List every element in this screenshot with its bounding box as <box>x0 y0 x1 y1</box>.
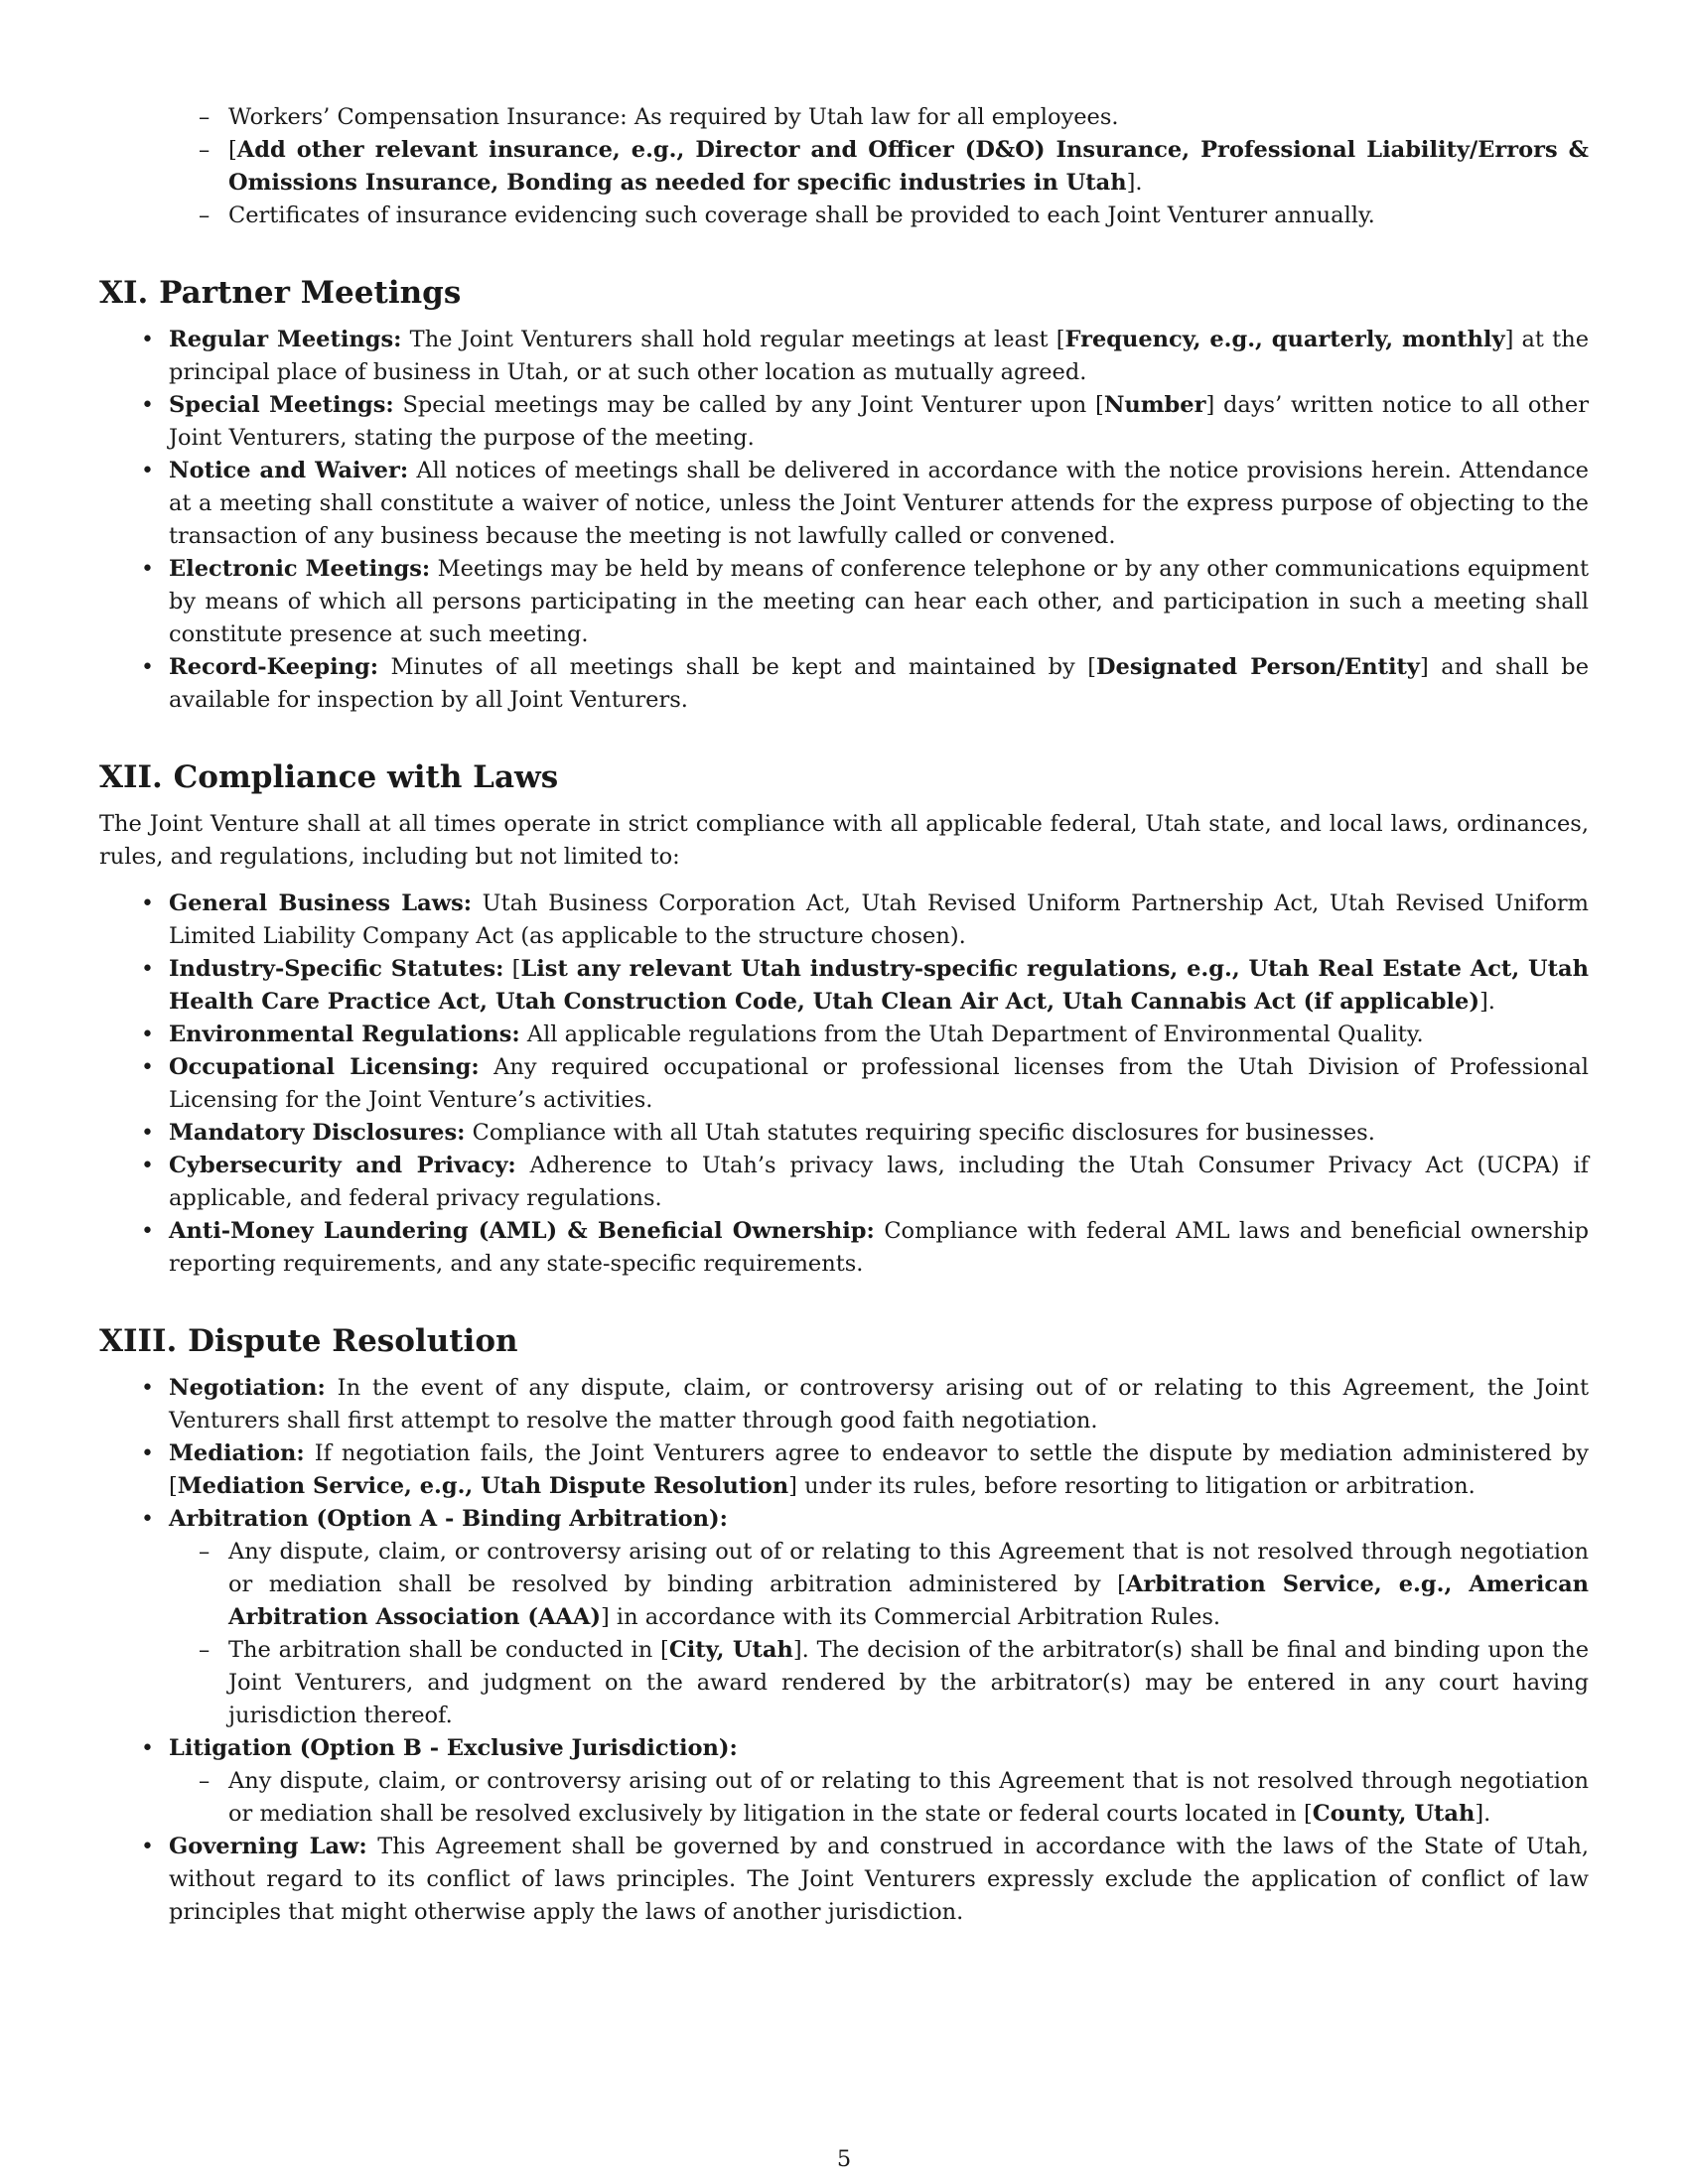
placeholder-text: Arbitration Service, e.g., American Arbitration Association (AAA) <box>228 1571 1590 1630</box>
item-text: ] at the principal place of business in Utah, or at such other location as mutually agreed. <box>169 327 1590 385</box>
list-item <box>99 1372 1589 1437</box>
item-text: Any dispute, claim, or controversy arising out of or relating to this Agreement that is not resolved through negotiation or mediation shall be resolved by binding arbitration administered by [ <box>228 1539 1589 1597</box>
item-text: If negotiation fails, the Joint Venturers agree to endeavor to settle the dispute by mediation administered by [ <box>169 1440 1589 1499</box>
item-text: Compliance with federal AML laws and beneficial ownership reporting requirements, and any state-specific requirements. <box>169 1218 1589 1277</box>
document-page <box>99 99 1589 1929</box>
sub-list <box>169 1765 1589 1831</box>
item-text: In the event of any dispute, claim, or controversy arising out of or relating to this Agreement, the Joint Venturers shall first attempt to resolve the matter through good faith negotiation. <box>169 1375 1589 1433</box>
item-text: Minutes of all meetings shall be kept and maintained by [ <box>378 654 1097 680</box>
item-text: [ <box>503 956 521 982</box>
placeholder-text: Designated Person/Entity <box>1096 654 1420 680</box>
list-item <box>99 1503 1589 1732</box>
item-text: All applicable regulations from the Utah Department of Environmental Quality. <box>519 1022 1424 1047</box>
section-heading: XII. Compliance with Laws <box>99 759 559 795</box>
item-label: Mediation: <box>169 1440 305 1466</box>
item-text: The Joint Venturers shall hold regular meetings at least [ <box>401 327 1065 352</box>
item-label: Mandatory Disclosures: <box>169 1120 466 1146</box>
list-item <box>99 1019 1589 1051</box>
item-label: Environmental Regulations: <box>169 1022 520 1047</box>
item-text: ] in accordance with its Commercial Arbitration Rules. <box>601 1604 1221 1630</box>
sub-list <box>169 1536 1589 1732</box>
insurance-list <box>99 101 1589 232</box>
page-number: 5 <box>836 2146 852 2172</box>
item-label: Litigation (Option B - Exclusive Jurisdiction): <box>169 1735 738 1761</box>
sub-list-item <box>169 1765 1589 1831</box>
section-intro: The Joint Venture shall at all times operate in strict compliance with all applicable federal, Utah state, and local laws, ordinances, rules, and regulations, including but not limited to: <box>99 811 1589 870</box>
list-item <box>99 200 1589 232</box>
item-label: Industry-Specific Statutes: <box>169 956 504 982</box>
item-text: Special meetings may be called by any Joint Venturer upon [ <box>393 392 1104 418</box>
placeholder-text: List any relevant Utah industry-specific regulations, e.g., Utah Real Estate Act, Utah Health Care Practice Act, Utah Construction Code, Utah Clean Air Act, Utah Cannabis Act (if applicable) <box>169 956 1589 1015</box>
section-list <box>99 887 1589 1281</box>
item-text: Utah Business Corporation Act, Utah Revised Uniform Partnership Act, Utah Revised Uniform Limited Liability Company Act (as applicable to the structure chosen). <box>169 890 1589 949</box>
item-text: This Agreement shall be governed by and construed in accordance with the laws of the State of Utah, without regard to its conflict of laws principles. The Joint Venturers expressly exclude the application of conflict of law principles that might otherwise apply the laws of another jurisdiction. <box>169 1834 1589 1925</box>
list-item <box>99 1051 1589 1117</box>
bracket-open: [ <box>228 137 237 163</box>
item-label: Negotiation: <box>169 1375 326 1401</box>
section-list <box>99 1372 1589 1929</box>
list-item <box>99 953 1589 1019</box>
item-label: Occupational Licensing: <box>169 1054 480 1080</box>
item-label: Record-Keeping: <box>169 654 379 680</box>
item-label: General Business Laws: <box>169 890 473 916</box>
list-item <box>99 324 1589 389</box>
item-label: Cybersecurity and Privacy: <box>169 1153 516 1178</box>
list-item <box>99 455 1589 553</box>
sub-list-item <box>169 1536 1589 1634</box>
item-text: All notices of meetings shall be delivered in accordance with the notice provisions herein. Attendance at a meeting shall constitute a waiver of notice, unless the Joint Venturer attends for the express purpose of objecting to the transaction of any business because the meeting is not lawfully called or convened. <box>169 458 1589 549</box>
list-item <box>99 651 1589 717</box>
placeholder-text: Number <box>1103 392 1206 418</box>
list-item <box>99 1437 1589 1503</box>
list-item <box>99 553 1589 651</box>
item-text: ]. The decision of the arbitrator(s) shall be final and binding upon the Joint Venturers, and judgment on the award rendered by the arbitrator(s) may be entered in any court having jurisdiction thereof. <box>228 1637 1590 1728</box>
item-text: ]. <box>1475 1801 1491 1827</box>
sub-list-item <box>169 1634 1589 1732</box>
item-label: Electronic Meetings: <box>169 556 431 582</box>
item-text: ] and shall be available for inspection by all Joint Venturers. <box>169 654 1590 713</box>
bracket-close: ]. <box>1126 170 1143 196</box>
section-heading: XI. Partner Meetings <box>99 275 462 311</box>
item-label: Special Meetings: <box>169 392 394 418</box>
list-item <box>99 1732 1589 1831</box>
item-label: Notice and Waiver: <box>169 458 409 483</box>
item-label: Regular Meetings: <box>169 327 402 352</box>
placeholder-text: County, Utah <box>1312 1801 1476 1827</box>
item-text: ] under its rules, before resorting to litigation or arbitration. <box>788 1473 1476 1499</box>
placeholder-text: Mediation Service, e.g., Utah Dispute Resolution <box>177 1473 789 1499</box>
placeholder-text: Frequency, e.g., quarterly, monthly <box>1064 327 1505 352</box>
item-label: Governing Law: <box>169 1834 367 1859</box>
item-text: Adherence to Utah’s privacy laws, including the Utah Consumer Privacy Act (UCPA) if applicable, and federal privacy regulations. <box>169 1153 1589 1211</box>
list-item <box>99 389 1589 455</box>
item-text: ]. <box>1478 989 1495 1015</box>
placeholder-text: City, Utah <box>668 1637 793 1663</box>
item-text: Certificates of insurance evidencing such coverage shall be provided to each Joint Venturer annually. <box>228 203 1375 228</box>
list-item <box>99 1831 1589 1929</box>
item-text: Meetings may be held by means of conference telephone or by any other communications equipment by means of which all persons participating in the meeting can hear each other, and participation in such a meeting shall constitute presence at such meeting. <box>169 556 1589 647</box>
item-text: Workers’ Compensation Insurance: As required by Utah law for all employees. <box>228 104 1119 130</box>
item-text: Any required occupational or professional licenses from the Utah Division of Professional Licensing for the Joint Venture’s activities. <box>169 1054 1589 1113</box>
item-text: Any dispute, claim, or controversy arising out of or relating to this Agreement that is not resolved through negotiation or mediation shall be resolved exclusively by litigation in the state or federal courts located in [ <box>228 1768 1589 1827</box>
list-item <box>99 101 1589 134</box>
item-text: ] days’ written notice to all other Joint Venturers, stating the purpose of the meeting. <box>169 392 1589 451</box>
list-item <box>99 134 1589 200</box>
list-item <box>99 1150 1589 1215</box>
list-item <box>99 1215 1589 1281</box>
section-heading: XIII. Dispute Resolution <box>99 1323 518 1359</box>
item-label: Anti-Money Laundering (AML) & Beneficial Ownership: <box>169 1218 875 1244</box>
item-text: The arbitration shall be conducted in [ <box>228 1637 669 1663</box>
item-text: Compliance with all Utah statutes requiring specific disclosures for businesses. <box>465 1120 1375 1146</box>
section-list <box>99 324 1589 717</box>
list-item <box>99 1117 1589 1150</box>
list-item <box>99 887 1589 953</box>
placeholder-text: Add other relevant insurance, e.g., Director and Officer (D&O) Insurance, Professional Liability/Errors & Omissions Insurance, Bonding as needed for specific industries in Utah <box>228 137 1589 196</box>
item-label: Arbitration (Option A - Binding Arbitration): <box>169 1506 728 1532</box>
